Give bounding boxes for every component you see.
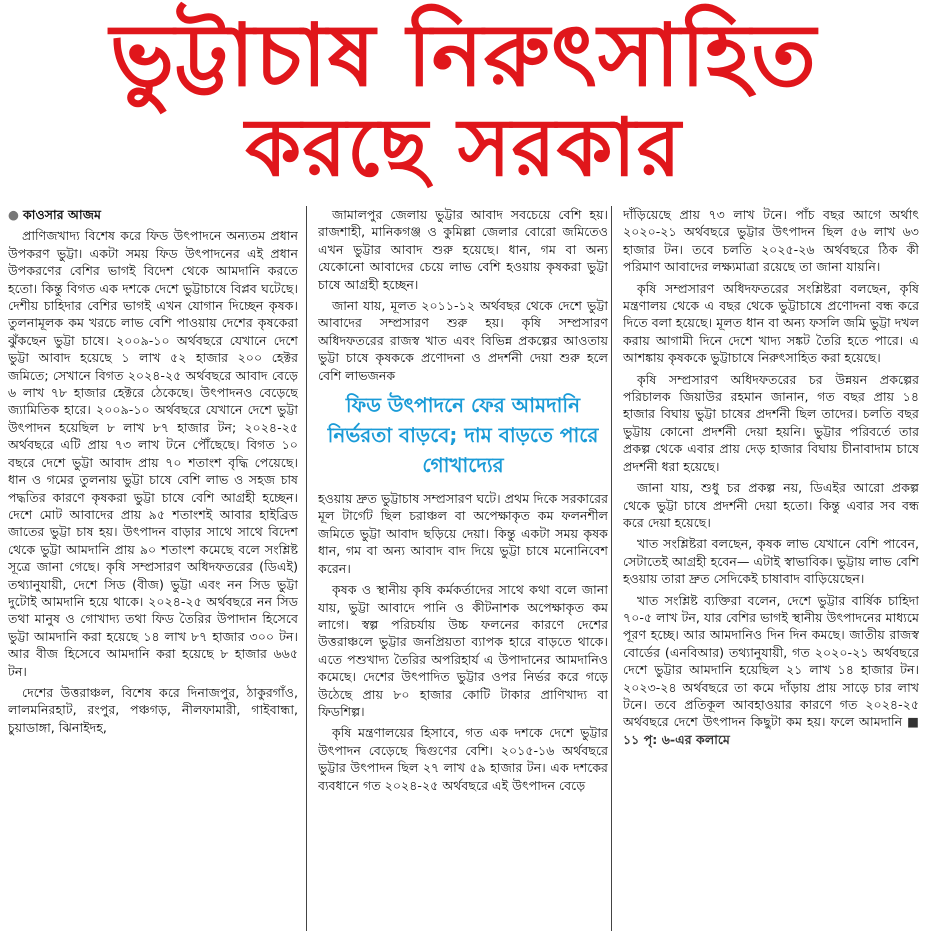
paragraph: কৃষি সম্প্রসারণ অধিদফতরের সংশ্লিষ্টরা বলছেন, কৃষি মন্ত্রণালয় থেকে এ বছর থেকে ভুট্টাচাষে প্রণোদনা বন্ধ করে দিতে বলা হয়েছে। মূলত ধান বা অন্য ফসলি জমি ভুট্টা দখল করায় আগামী দিনে দেশে খাদ্য সঙ্কট তৈরি হতে পারে। এ আশঙ্কায় কৃষককে ভুট্টাচাষে নিরুৎসাহিত করা হয়েছে।: [623, 280, 919, 366]
paragraph: প্রাণিজখাদ্য বিশেষ করে ফিড উৎপাদনে অন্যতম প্রধান উপকরণ ভুট্টা। একটা সময় ফিড উৎপাদনের এই প্রধান উপকরণের বেশির ভাগই বিদেশ থেকে আমদানি করতে হতো। কিন্তু বিগত এক দশকে দেশে ভুট্টাচাষে বিপ্লব ঘটেছে। দেশীয় চাহিদার বেশির ভাগই এখন যোগান দিচ্ছেন কৃষক। তুলনামূলক কম খরচে লাভ বেশি পাওয়ায় দেশের কৃষকেরা ঝুঁকছেন ভুট্টা চাষে। ২০০৯-১০ অর্থবছরে যেখানে দেশে ভুট্টা আবাদ হয়েছে ১ লাখ ৫২ হাজার ২০০ হেক্টর জমিতে; সেখানে বিগত ২০২৪-২৫ অর্থবছরে আবাদ বেড়ে ৬ লাখ ৭৮ হাজার হেক্টরে ঠেকেছে। উৎপাদনও বেড়েছে জ্যামিতিক হারে। ২০০৯-১০ অর্থবছরে যেখানে দেশে ভুট্টা উৎপাদন হয়েছিল ৮ লাখ ৮৭ হাজার টন; ২০২৪-২৫ অর্থবছরে এটি প্রায় ৭৩ লাখ টনে পৌঁছেছে। বিগত ১০ বছরে দেশে ভুট্টা আবাদ প্রায় ৭০ শতাংশ বৃদ্ধি পেয়েছে। ধান ও গমের তুলনায় ভুট্টা চাষে বেশি লাভ ও সহজ চাষ পদ্ধতির কারণে কৃষকরা ভুট্টা চাষে বেশি আগ্রহী হচ্ছেন। দেশে মোট আবাদের প্রায় ৯৫ শতাংশই আবার হাইব্রিড জাতের ভুট্টা চাষ হয়। উৎপাদন বাড়ার সাথে সাথে বিদেশ থেকে ভুট্টা আমদানি প্রায় ৯০ শতাংশ কমেছে বলে সংশ্লিষ্ট সূত্রে জানা গেছে। কৃষি সম্প্রসারণ অধিদফতরের (ডিএই) তথ্যানুযায়ী, দেশে সিড (বীজ) ভুট্টা এবং নন সিড ভুট্টা দুটোই আমদানি হয়ে থাকে। ২০২৪-২৫ অর্থবছরে নন সিড তথা মানুষ ও গোখাদ্য তথা ফিড তৈরির উপাদান হিসেবে ভুট্টা আমদানি করা হয়েছে ১৪ লাখ ৮৭ হাজার ৩০০ টন। আর বীজ হিসেবে আমদানি করা হয়েছে ৮ হাজার ৬৬৫ টন।: [8, 228, 298, 679]
paragraph-text: খাত সংশ্লিষ্ট ব্যক্তিরা বলেন, দেশে ভুট্টার বার্ষিক চাহিদা ৭০-৫ লাখ টন, যার বেশির ভাগই স্থানীয় উৎপাদনের মাধ্যমে পূরণ হচ্ছে। আর আমদানিও দিন দিন কমছে। জাতীয় রাজস্ব বোর্ডের (এনবিআর) তথ্যানুযায়ী, গত ২০২০-২১ অর্থবছরে দেশে ভুট্টার আমদানি হয়েছিল ২১ লাখ ১৪ হাজার টন। ২০২৩-২৪ অর্থবছরে তা কমে দাঁড়ায় প্রায় সাড়ে চার লাখ টনে। তবে প্রতিকূল আবহাওয়ার কারণে গত ২০২৪-২৫ অর্থবছরে দেশে উৎপাদন কিছুটা কম হয়। ফলে আমদানি: [623, 592, 919, 730]
paragraph: দেশের উত্তরাঞ্চল, বিশেষ করে দিনাজপুর, ঠাকুরগাঁও, লালমনিরহাট, রংপুর, পঞ্চগড়, নীলফামারী, গাইবান্ধা, চুয়াডাঙ্গা, ঝিনাইদহ,: [8, 684, 298, 735]
paragraph: দাঁড়িয়েছে প্রায় ৭৩ লাখ টনে। পাঁচ বছর আগে অর্থাৎ ২০২০-২১ অর্থবছরে ভুট্টার উৎপাদন ছিল ৫৬ লাখ ৬৩ হাজার টন। তবে চলতি ২০২৫-২৬ অর্থবছরে ঠিক কী পরিমাণ আবাদের লক্ষ্যমাত্রা রয়েছে তা জানা যায়নি।: [623, 207, 919, 275]
paragraph: কৃষি মন্ত্রণালয়ের হিসাবে, গত এক দশকে দেশে ভুট্টার উৎপাদন বেড়েছে দ্বিগুণের বেশি। ২০১৫-১৬ অর্থবছরে ভুট্টার উৎপাদন ছিল ২৭ লাখ ৫৯ হাজার টন। এক দশকের ব্যবধানে গত ২০২৪-২৫ অর্থবছরে এই উৎপাদন বেড়ে: [318, 725, 608, 793]
column-divider: [611, 206, 612, 931]
paragraph: জানা যায়, শুধু চর প্রকল্প নয়, ডিএইর আরো প্রকল্প থেকে ভুট্টা চাষে প্রদর্শনী দেয়া হতো। কিন্তু এবার সব বন্ধ করে দেয়া হয়েছে।: [623, 480, 919, 530]
byline-text: কাওসার আজম: [23, 207, 101, 222]
continuation-note[interactable]: ■ ১১ পৃ: ৬-এর কলামে: [623, 714, 919, 747]
paragraph: জামালপুর জেলায় ভুট্টার আবাদ সবচেয়ে বেশি হয়। রাজশাহী, মানিকগঞ্জ ও কুমিল্লা জেলার বোরো জমিতেও এখন ভুট্টার আবাদ শুরু হয়েছে। ধান, গম বা অন্য যেকোনো আবাদের চেয়ে লাভ বেশি হওয়ায় কৃষকরা ভুট্টা চাষে আগ্রহী হচ্ছেন।: [318, 207, 608, 292]
paragraph: [623, 592, 919, 749]
paragraph: কৃষি সম্প্রসারণ অধিদফতরের চর উন্নয়ন প্রকল্পের পরিচালক জিয়াউর রহমান জানান, গত বছর প্রায় ১৪ হাজার বিঘায় ভুট্টা চাষের প্রদর্শনী ছিল তাদের। চলতি বছর ভুট্টায় কোনো প্রদর্শনী দেয়া হয়নি। ভুট্টার পরিবর্তে তার প্রকল্প থেকে এবার প্রায় দেড় হাজার বিঘায় চীনাবাদাম চাষে প্রদর্শনী ধরা হয়েছে।: [623, 371, 919, 474]
headline-line-1: ভুট্টাচাষ নিরুৎসাহিত: [110, 6, 817, 106]
paragraph: জানা যায়, মূলত ২০১১-১২ অর্থবছর থেকে দেশে ভুট্টা আবাদের সম্প্রসারণ শুরু হয়। কৃষি সম্প্রসারণ অধিদফতরের রাজস্ব খাত এবং বিভিন্ন প্রকল্পের আওতায় ভুট্টা চাষে কৃষককে প্রণোদনা ও প্রদর্শনী দেয়া শুরু হলে বেশি লাভজনক: [318, 298, 608, 383]
article-column-3: [623, 206, 919, 936]
pull-quote: ফিড উৎপাদনে ফের আমদানি নির্ভরতা বাড়বে; দাম বাড়তে পারে গোখাদ্যের: [327, 393, 599, 478]
paragraph: খাত সংশ্লিষ্টরা বলছেন, কৃষক লাভ যেখানে বেশি পাবেন, সেটাতেই আগ্রহী হবেন— এটাই স্বাভাবিক। ভুট্টায় লাভ বেশি হওয়ায় তারা দ্রুত সেদিকেই চাষাবাদ বাড়িয়েছেন।: [623, 536, 919, 587]
byline: [8, 206, 298, 223]
headline-line-2: করছে সরকার: [245, 101, 682, 194]
paragraph: কৃষক ও স্থানীয় কৃষি কর্মকর্তাদের সাথে কথা বলে জানা যায়, ভুট্টা আবাদে পানি ও কীটনাশক অপেক্ষাকৃত কম লাগে। স্বল্প পরিচর্যায় উচ্চ ফলনের কারণে দেশের উত্তরাঞ্চলে ভুট্টার জনপ্রিয়তা ব্যাপক হারে বাড়তে থাকে। এতে পশুখাদ্য তৈরির অপরিহার্য এ উপাদানের আমদানিও কমেছে। দেশের উৎপাদিত ভুট্টার ওপর নির্ভর করে গড়ে উঠেছে প্রায় ৮০ হাজার কোটি টাকার প্রাণিখাদ্য বা ফিডশিল্প।: [318, 582, 608, 719]
column-divider: [306, 206, 307, 931]
article-column-2: [318, 206, 608, 936]
bullet-icon: ●: [8, 207, 19, 222]
paragraph: হওয়ায় দ্রুত ভুট্টাচাষ সম্প্রসারণ ঘটে। প্রথম দিকে সরকারের মূল টার্গেট ছিল চরাঞ্চল বা অপেক্ষাকৃত কম ফলনশীল জমিতে ভুট্টা আবাদ ছড়িয়ে দেয়া। কিন্তু একটা সময় কৃষক ধান, গম বা অন্য আবাদ বাদ দিয়ে ভুট্টা চাষে মনোনিবেশ করেন।: [318, 491, 608, 576]
article-column-1: [8, 206, 298, 936]
